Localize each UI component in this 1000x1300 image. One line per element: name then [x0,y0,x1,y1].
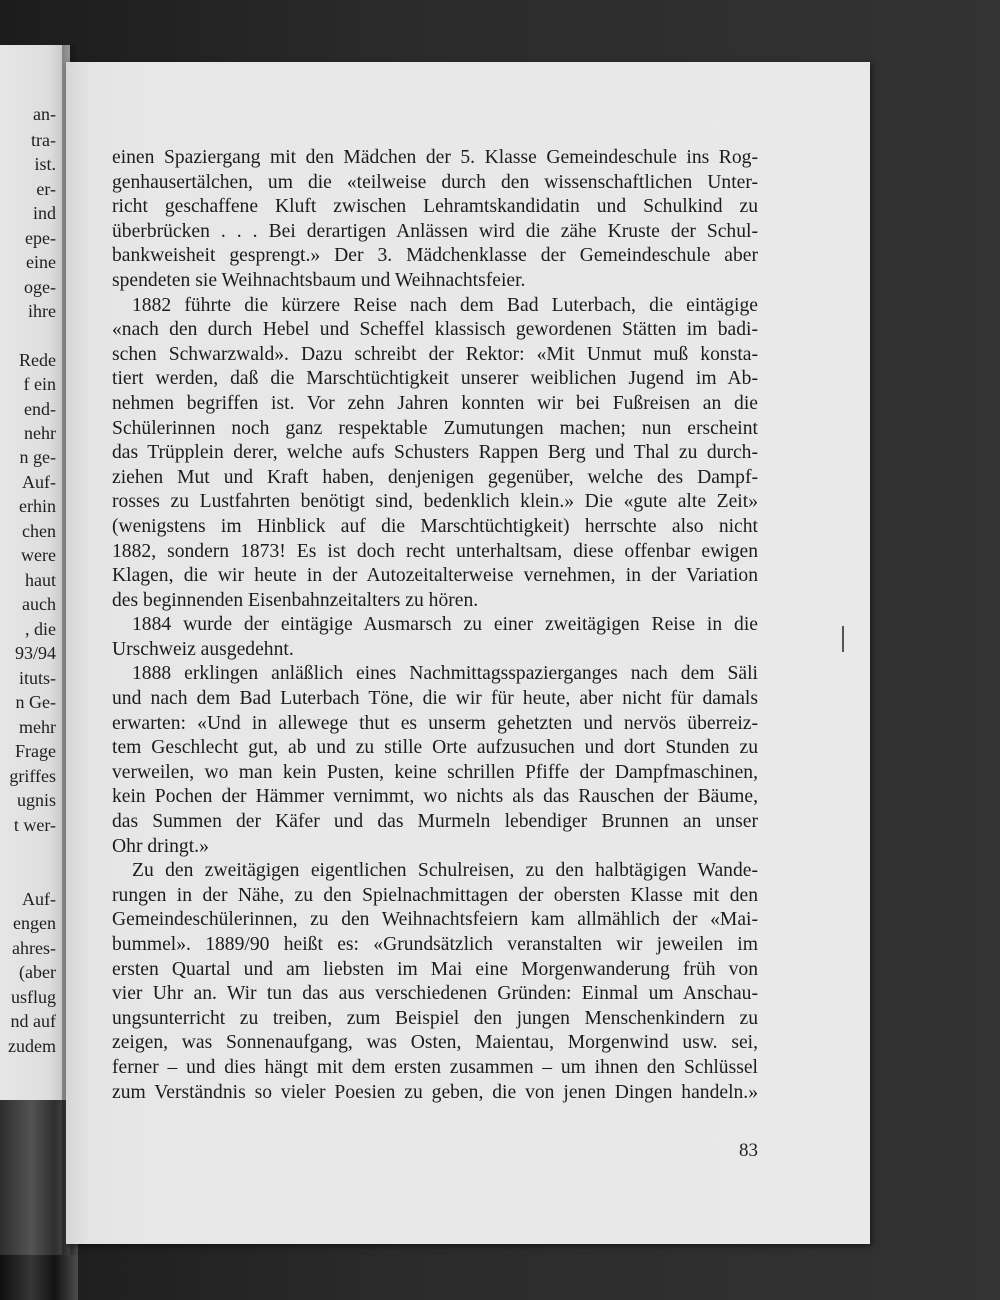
text-line: tiert werden, daß die Marschtüchtigkeit unserer weiblichen Jugend im Ab- [112,368,758,390]
text-line: Zu den zweitägigen eigentlichen Schulreisen, zu den halbtägigen Wande- [132,860,758,882]
previous-page-text-fragment: were [21,545,56,565]
paragraph [112,662,758,859]
text-line: richt geschaffene Kluft zwischen Lehramtskandidatin und Schulkind zu [112,196,758,218]
text-line: genhausertälchen, um die «teilweise durch den wissenschaftlichen Unter- [112,171,758,193]
paragraph [112,859,758,1105]
paragraph [112,146,758,294]
body-text [112,146,758,1105]
previous-page-text-fragment: Frage [15,741,56,761]
previous-page-text-fragment: an- [33,104,56,124]
previous-page-text-fragment: ahres- [12,938,56,958]
paragraph [112,613,758,662]
previous-page-text-fragment: ind [32,203,56,223]
text-line: ungsunterricht zu treiben, zum Beispiel den jungen Menschenkindern zu [112,1007,758,1029]
text-line: rosses zu Lustfahrten benötigt sind, bedenklich klein.» Die «gute alte Zeit» [112,491,758,513]
previous-page-text-fragment: n Ge- [15,692,56,712]
previous-page-text-fragment: Auf- [22,472,56,492]
previous-page-text-fragment: f ein [23,374,56,394]
previous-page-text-fragment: er- [36,179,56,199]
text-line: zum Verständnis so vieler Poesien zu geben, die von jenen Dingen handeln.» [112,1081,758,1103]
text-line: bummel». 1889/90 heißt es: «Grundsätzlich veranstalten wir jeweilen im [112,934,758,955]
text-line: verweilen, wo man kein Pusten, keine schrillen Pfiffe der Dampfmaschinen, [112,761,758,783]
previous-page-text-fragment: auch [22,594,56,614]
previous-page-text-fragment: erhin [19,496,56,516]
previous-page-text-fragment: Auf- [22,889,56,909]
previous-page-text-fragment: usflug [11,987,56,1007]
text-line: nehmen begriffen ist. Vor zehn Jahren konnten wir bei Fußreisen an die [112,392,758,414]
previous-page-text-fragment: (aber [19,962,56,982]
text-line: Ohr dringt.» [112,835,209,857]
text-line: 1882 führte die kürzere Reise nach dem Bad Luterbach, die eintägige [132,294,758,316]
previous-page-text-fragment: Rede [19,350,56,370]
text-line: Gemeindeschülerinnen, zu den Weihnachtsfeiern kam allmählich der «Mai- [112,909,758,931]
page-number: 83 [739,1140,758,1161]
previous-page-text-fragment: ist. [34,154,56,174]
text-line: das Trüpplein derer, welche aufs Schusters Rappen Berg und Thal zu durch- [112,442,758,464]
text-line: erwarten: «Und in allewege thut es unserm gehetzten und nervös überreiz- [112,712,758,734]
text-line: kein Pochen der Hämmer vernimmt, wo nichts als das Rauschen der Bäume, [112,786,758,808]
previous-page-text-fragment: ugnis [16,790,56,810]
previous-page-text-fragment: t wer- [13,815,56,835]
previous-page-edge [0,45,70,1255]
previous-page-text-fragment: chen [22,521,56,541]
text-line: des beginnenden Eisenbahnzeitalters zu hören. [112,589,479,611]
text-line: überbrücken . . . Bei derartigen Anlässen wird die zähe Kruste der Schul- [112,220,758,242]
text-line: (wenigstens im Hinblick auf die Marschtüchtigkeit) herrschte also nicht [112,515,758,537]
previous-page-text-fragment: ihre [28,301,56,321]
previous-page-text-fragment: eine [26,252,56,272]
previous-page-text-fragment: , die [25,619,56,639]
previous-page-text-fragment: zudem [8,1036,56,1056]
previous-page-text-fragment: mehr [19,717,56,737]
text-line: und nach dem Bad Luterbach Töne, die wir für heute, aber nicht für damals [112,688,758,710]
previous-page-text-fragment: end- [24,399,56,419]
previous-page-text-fragment: ituts- [18,668,56,688]
text-line: spendeten sie Weihnachtsbaum und Weihnachtsfeier. [112,269,526,291]
text-line: zeigen, was Sonnenaufgang, was Osten, Maientau, Morgenwind usw. sei, [112,1032,758,1054]
text-line: ersten Quartal und am liebsten im Mai eine Morgenwanderung früh von [112,958,758,980]
previous-page-text-fragment: griffes [9,766,56,786]
text-line: einen Spaziergang mit den Mädchen der 5. Klasse Gemeindeschule ins Rog- [112,147,758,168]
previous-page-text-fragment: 93/94 [14,643,56,663]
text-line: 1882, sondern 1873! Es ist doch recht unterhaltsam, diese offenbar ewigen [112,540,758,562]
previous-page-text-fragment: engen [13,913,56,933]
text-line: vier Uhr an. Wir tun das aus verschiedenen Gründen: Einmal um Anschau- [112,983,758,1005]
text-line: das Summen der Käfer und das Murmeln lebendiger Brunnen an unser [112,811,758,833]
text-line: ziehen Mut und Kraft haben, denjenigen gegenüber, welche des Dampf- [112,466,758,488]
text-line: Schülerinnen noch ganz respektable Zumutungen machen; nun erscheint [112,417,758,439]
previous-page-text-fragment: haut [25,570,56,590]
previous-page-text-fragment: nehr [24,423,56,443]
margin-pencil-mark [842,626,844,652]
text-line: tem Geschlecht gut, ab und zu stille Orte aufzusuchen und dort Stunden zu [112,737,758,759]
previous-page-text-fragment: n ge- [19,447,56,467]
text-line: Klagen, die wir heute in der Autozeitalterweise vernehmen, in der Variation [112,565,758,587]
previous-page-text-fragment: tra- [31,130,56,150]
previous-page-text-fragment: epe- [25,228,56,248]
previous-page-text-fragment: nd auf [10,1011,56,1031]
text-line: rungen in der Nähe, zu den Spielnachmittagen der obersten Klasse mit den [112,884,758,906]
text-line: bankweisheit gesprengt.» Der 3. Mädchenklasse der Gemeindeschule aber [112,245,758,267]
paragraph [112,294,758,614]
book-page [66,62,870,1244]
text-line: schen Schwarzwald». Dazu schreibt der Rektor: «Mit Unmut muß konsta- [112,343,758,365]
previous-page-text-fragment: oge- [24,277,56,297]
text-line: 1888 erklingen anläßlich eines Nachmittagsspazierganges nach dem Säli [132,663,758,685]
text-line: ferner – und dies hängt mit dem ersten zusammen – um ihnen den Schlüssel [112,1056,758,1078]
text-line: Urschweiz ausgedehnt. [112,638,294,660]
text-line: «nach den durch Hebel und Scheffel klassisch gewordenen Stätten im badi- [112,319,758,341]
text-line: 1884 wurde der eintägige Ausmarsch zu einer zweitägigen Reise in die [132,614,758,636]
